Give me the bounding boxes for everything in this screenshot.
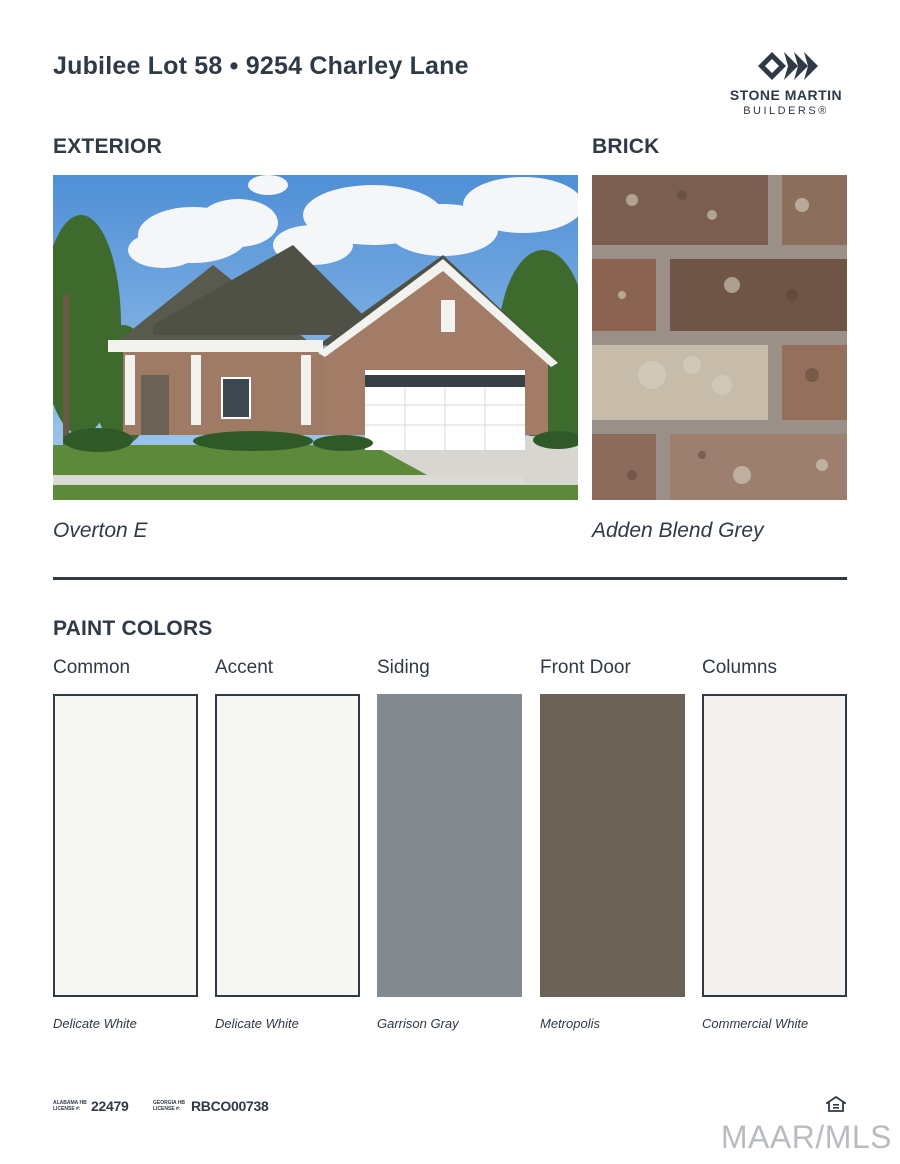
georgia-license-label: GEORGIA HB LICENSE #: — [153, 1100, 186, 1112]
paint-name-accent: Delicate White — [215, 1016, 299, 1031]
equal-housing-icon — [826, 1096, 846, 1112]
paint-label-common: Common — [53, 657, 131, 678]
alabama-license-number: 22479 — [91, 1098, 129, 1114]
exterior-photo — [53, 175, 578, 500]
page-title: Jubilee Lot 58 • 9254 Charley Lane — [53, 52, 469, 80]
paint-swatch-columns — [702, 694, 847, 997]
exterior-caption: Overton E — [53, 519, 148, 542]
paint-name-front-door: Metropolis — [540, 1016, 600, 1031]
georgia-license-number: RBCO00738 — [191, 1098, 269, 1114]
paint-label-front-door: Front Door — [540, 657, 631, 678]
paint-label-accent: Accent — [215, 657, 274, 678]
paint-swatch-accent — [215, 694, 360, 997]
exterior-heading: EXTERIOR — [53, 135, 162, 158]
paint-colors-heading: PAINT COLORS — [53, 617, 213, 640]
alabama-license — [53, 1098, 128, 1114]
section-divider — [53, 577, 847, 580]
paint-swatch-common — [53, 694, 198, 997]
paint-swatch-front-door — [540, 694, 685, 997]
georgia-license — [153, 1098, 268, 1114]
brick-caption: Adden Blend Grey — [592, 519, 764, 542]
paint-name-common: Delicate White — [53, 1016, 137, 1031]
brick-swatch-photo — [592, 175, 847, 500]
paint-label-columns: Columns — [702, 657, 777, 678]
logo-subtitle: BUILDERS® — [743, 105, 829, 117]
paint-name-columns: Commercial White — [702, 1016, 809, 1031]
alabama-license-label: ALABAMA HB LICENSE #: — [53, 1100, 87, 1112]
paint-label-siding: Siding — [377, 657, 430, 678]
brick-heading: BRICK — [592, 135, 660, 158]
paint-name-siding: Garrison Gray — [377, 1016, 459, 1031]
chevron-logo-icon — [758, 50, 818, 82]
mls-watermark: MAAR/MLS — [720, 1119, 892, 1155]
stone-martin-logo — [722, 50, 850, 120]
logo-name: STONE MARTIN — [729, 87, 843, 103]
paint-swatch-siding — [377, 694, 522, 997]
